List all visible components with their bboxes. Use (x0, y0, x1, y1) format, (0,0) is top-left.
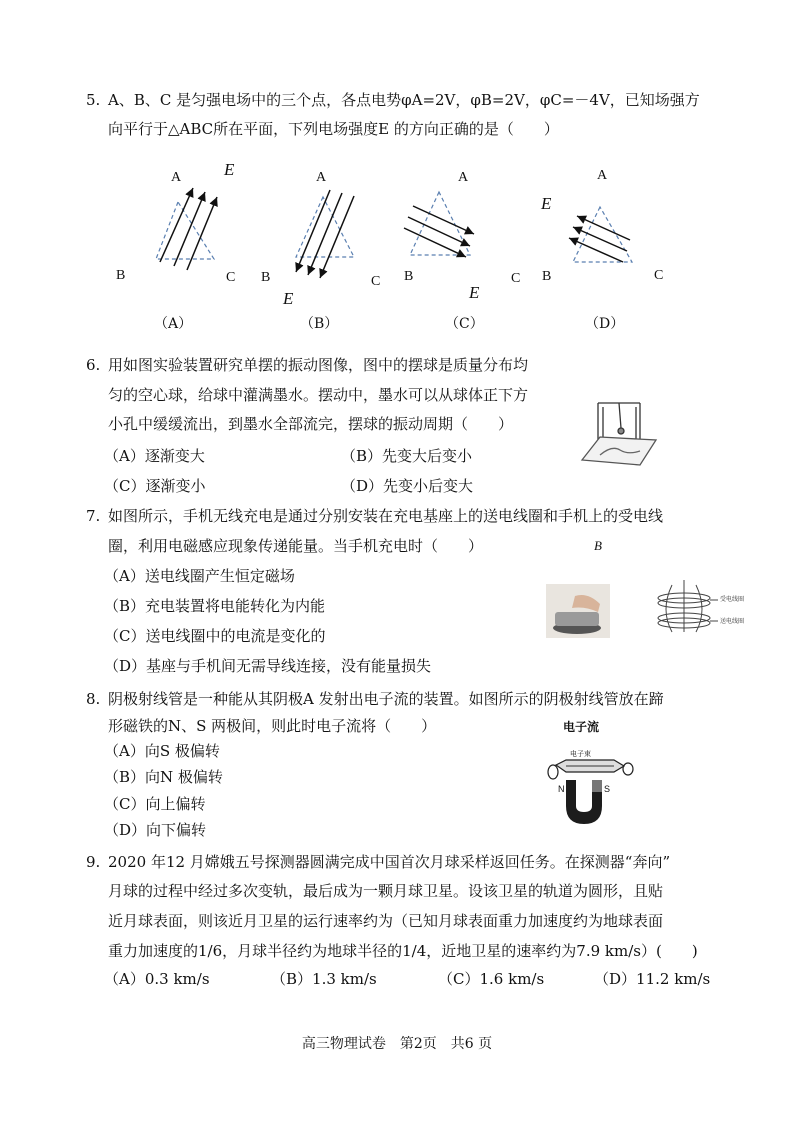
magnet-pole-n: N (558, 784, 565, 794)
q8-stem-line1: 阴极射线管是一种能从其阴极A 发射出电子流的装置。如图所示的阴极射线管放在蹄 (108, 690, 664, 708)
caption-c: （C） (445, 316, 484, 332)
label-vertex-a: A (316, 170, 327, 185)
label-vertex-b: B (261, 270, 271, 285)
magnet-pole-s: S (604, 784, 611, 794)
q7-option-a: （A）送电线圈产生恒定磁场 (104, 567, 295, 585)
q9-option-a: （A）0.3 km/s (104, 970, 210, 988)
q9-stem-line3: 近月球表面，则该近月卫星的运行速率约为（已知月球表面重力加速度约为地球表面 (108, 912, 664, 930)
q7-number: 7. (86, 507, 101, 525)
q7-option-c: （C）送电线圈中的电流是变化的 (104, 627, 326, 645)
label-field-e: E (541, 194, 552, 213)
q9-stem-line2: 月球的过程中经过多次变轨，最后成为一颗月球卫星。设该卫星的轨道为圆形，且贴 (108, 882, 664, 900)
q8-option-a: （A）向S 极偏转 (104, 742, 220, 760)
q9-option-d: （D）11.2 km/s (594, 970, 711, 988)
q7-option-b: （B）充电装置将电能转化为内能 (104, 597, 326, 615)
label-magnetic-b: B (594, 538, 602, 553)
q5-stem-line2: 向平行于△ABC所在平面，下列电场强度E 的方向正确的是（ ） (108, 120, 559, 138)
q6-option-c: （C）逐渐变小 (104, 477, 206, 495)
receiving-coil-label: 受电线圈 (720, 596, 745, 603)
caption-b: （B） (300, 316, 339, 332)
label-vertex-c: C (654, 268, 664, 283)
label-vertex-b: B (404, 269, 414, 284)
page-footer: 高三物理试卷 第2页 共6 页 (301, 1036, 493, 1052)
q8-stem-line2: 形磁铁的N、S 两极间，则此时电子流将（ ） (108, 717, 437, 735)
q8-option-c: （C）向上偏转 (104, 795, 206, 813)
q6-option-a: （A）逐渐变大 (104, 447, 205, 465)
label-field-e: E (283, 289, 294, 308)
label-vertex-c: C (511, 271, 521, 286)
label-vertex-b: B (542, 269, 552, 284)
caption-a: （A） (154, 316, 193, 332)
q8-option-d: （D）向下偏转 (104, 821, 207, 839)
label-field-e: E (469, 283, 480, 302)
label-vertex-c: C (371, 274, 381, 289)
q9-option-c: （C）1.6 km/s (438, 970, 545, 988)
q9-number: 9. (86, 853, 101, 871)
label-vertex-c: C (226, 270, 236, 285)
q6-option-d: （D）先变小后变大 (341, 477, 474, 495)
electron-beam-label: 电子束 (570, 750, 591, 758)
q8-option-b: （B）向N 极偏转 (104, 768, 223, 786)
cathode-figure-title: 电子流 (563, 720, 600, 734)
q6-stem-line1: 用如图实验装置研究单摆的振动图像，图中的摆球是质量分布均 (108, 356, 529, 374)
q9-stem-line1: 2020 年12 月嫦娥五号探测器圆满完成中国首次月球采样返回任务。在探测器“奔向” (108, 853, 671, 871)
q6-option-b: （B）先变大后变小 (341, 447, 473, 465)
q9-stem-line4: 重力加速度的1/6，月球半径约为地球半径的1/4，近地卫星的速率约为7.9 km/s）( ) (108, 942, 698, 960)
label-vertex-a: A (171, 170, 182, 185)
q5-number: 5. (86, 91, 101, 109)
q5-stem-line1: A、B、C 是匀强电场中的三个点，各点电势φA=2V，φB=2V，φC=－4V，已知场强方 (108, 91, 700, 109)
q7-stem-line1: 如图所示，手机无线充电是通过分别安装在充电基座上的送电线圈和手机上的受电线 (108, 507, 664, 525)
label-field-e: E (224, 160, 235, 179)
q7-option-d: （D）基座与手机间无需导线连接，没有能量损失 (104, 657, 432, 675)
q9-option-b: （B）1.3 km/s (271, 970, 377, 988)
q6-stem-line3: 小孔中缓缓流出，到墨水全部流完，摆球的振动周期（ ） (108, 415, 514, 433)
label-vertex-a: A (458, 170, 469, 185)
q6-stem-line2: 匀的空心球，给球中灌满墨水。摆动中，墨水可以从球体正下方 (108, 386, 529, 404)
q7-stem-line2: 圈，利用电磁感应现象传递能量。当手机充电时（ ） (108, 537, 484, 555)
transmitting-coil-label: 送电线圈 (720, 618, 745, 625)
label-vertex-a: A (597, 168, 608, 183)
q8-number: 8. (86, 690, 101, 708)
label-vertex-b: B (116, 268, 126, 283)
q6-number: 6. (86, 356, 101, 374)
caption-d: （D） (585, 316, 625, 332)
